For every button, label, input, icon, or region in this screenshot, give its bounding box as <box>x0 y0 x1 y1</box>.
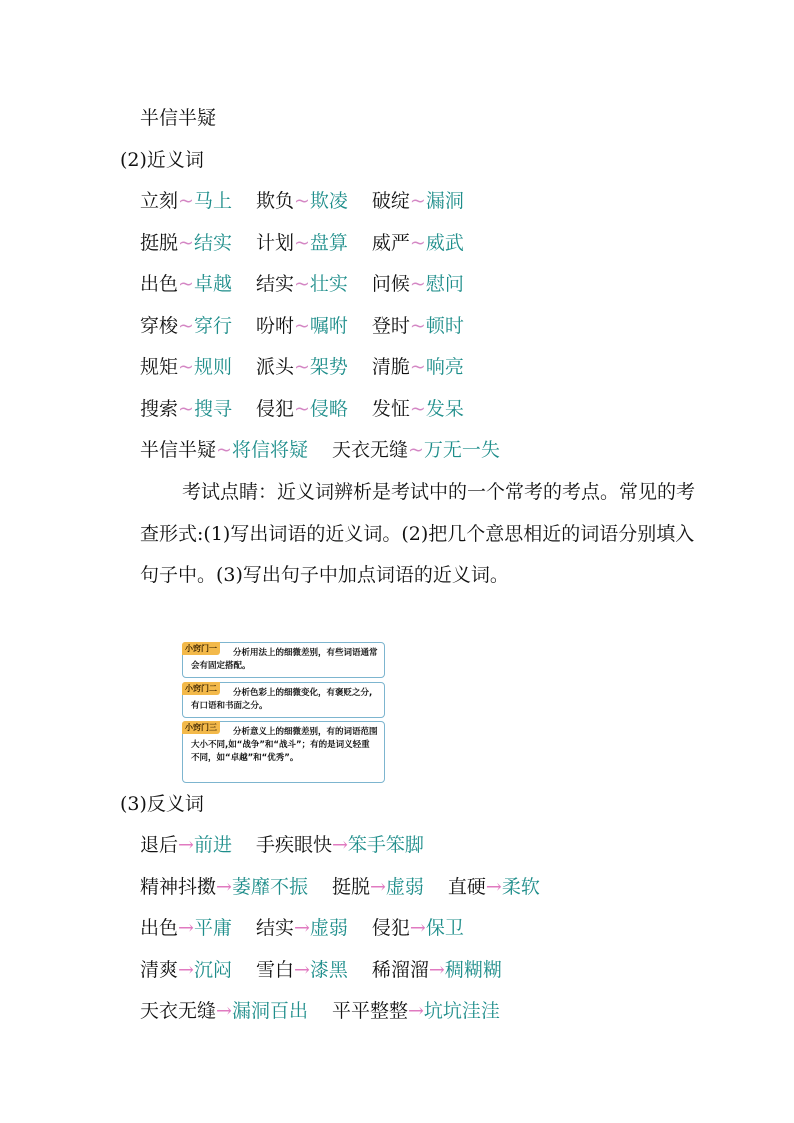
synonyms-row <box>140 397 464 421</box>
answer-word: 漏洞百出 <box>231 1000 308 1022</box>
antonyms-row <box>140 916 464 940</box>
tip-1 <box>182 642 385 678</box>
synonym-heading: (2)近义词 <box>120 149 204 171</box>
synonyms-row <box>140 314 464 338</box>
word: 威严 <box>371 231 410 254</box>
synonyms-row <box>140 272 464 296</box>
answer-word: 笨手笨脚 <box>347 834 424 856</box>
answer-word: 规则 <box>193 356 232 378</box>
antonym-heading: (3)反义词 <box>120 793 204 815</box>
antonyms-row <box>140 875 540 899</box>
word: 直硬 <box>447 875 486 898</box>
tilde-symbol: ~ <box>293 231 310 254</box>
synonyms-row <box>140 189 464 213</box>
word: 手疾眼快 <box>255 834 332 856</box>
arrow-symbol: → <box>178 958 194 981</box>
answer-word: 马上 <box>193 190 232 212</box>
word: 破绽 <box>371 190 410 212</box>
synonyms-row <box>140 355 464 379</box>
tilde-symbol: ~ <box>178 273 194 295</box>
antonyms-row <box>140 958 502 982</box>
arrow-symbol: → <box>369 875 386 898</box>
word: 规矩 <box>140 356 179 378</box>
tilde-symbol: ~ <box>293 356 310 378</box>
synonyms-row <box>140 438 500 462</box>
arrow-symbol: → <box>331 834 348 856</box>
word: 退后 <box>140 834 179 856</box>
arrow-symbol: → <box>428 958 445 981</box>
answer-word: 壮实 <box>309 273 348 295</box>
answer-word: 顿时 <box>425 314 464 337</box>
tilde-symbol: ~ <box>178 314 194 337</box>
tilde-symbol: ~ <box>409 356 426 378</box>
answer-word: 穿行 <box>193 314 232 337</box>
tilde-symbol: ~ <box>293 190 310 212</box>
word: 侵犯 <box>255 397 294 420</box>
tilde-symbol: ~ <box>293 273 310 295</box>
word: 侵犯 <box>371 917 410 939</box>
answer-word: 慰问 <box>425 273 464 295</box>
tip-text: 分析用法上的细微差别，有些词语通常会有固定搭配。 <box>191 648 378 671</box>
tip-text: 分析色彩上的细微变化，有褒贬之分,有口语和书面之分。 <box>191 688 373 711</box>
tilde-symbol: ~ <box>407 439 424 461</box>
answer-word: 威武 <box>425 231 464 254</box>
answer-word: 前进 <box>193 834 232 856</box>
answer-word: 漏洞 <box>425 190 464 212</box>
antonyms-row <box>140 999 500 1023</box>
word: 清脆 <box>371 356 410 378</box>
answer-word: 万无一失 <box>423 439 500 461</box>
word: 登时 <box>371 314 410 337</box>
answer-word: 结实 <box>193 231 232 254</box>
answer-word: 盘算 <box>309 231 348 254</box>
word: 精神抖擞 <box>140 875 217 898</box>
tilde-symbol: ~ <box>178 397 194 420</box>
tilde-symbol: ~ <box>293 397 310 420</box>
word: 平平整整 <box>331 1000 408 1022</box>
answer-word: 稠糊糊 <box>444 958 502 981</box>
arrow-symbol: → <box>178 917 194 939</box>
arrow-symbol: → <box>293 917 310 939</box>
word: 派头 <box>255 356 294 378</box>
tilde-symbol: ~ <box>409 190 426 212</box>
tilde-symbol: ~ <box>409 231 426 254</box>
tilde-symbol: ~ <box>178 231 194 254</box>
word: 清爽 <box>140 958 179 981</box>
answer-word: 搜寻 <box>193 397 232 420</box>
tilde-symbol: ~ <box>216 439 232 461</box>
word: 半信半疑 <box>140 439 217 461</box>
top-line: 半信半疑 <box>140 107 217 129</box>
answer-word: 保卫 <box>425 917 464 939</box>
tip-label: 小窍门一 <box>182 642 220 655</box>
word: 结实 <box>255 273 294 295</box>
synonyms-row <box>140 231 464 255</box>
word: 雪白 <box>255 958 294 981</box>
answer-word: 漆黑 <box>309 958 348 981</box>
arrow-symbol: → <box>216 1000 232 1022</box>
word: 立刻 <box>140 190 179 212</box>
arrow-symbol: → <box>178 834 194 856</box>
word: 吩咐 <box>255 314 294 337</box>
answer-word: 卓越 <box>193 273 232 295</box>
word: 穿梭 <box>140 314 179 337</box>
word: 计划 <box>255 231 294 254</box>
tip-text: 分析意义上的细微差别，有的词语范围大小不同,如“战争”和“战斗”；有的是词义轻重不同，如“卓越”和“优秀”。 <box>191 727 378 763</box>
word: 出色 <box>140 273 179 295</box>
tilde-symbol: ~ <box>409 273 426 295</box>
word: 天衣无缝 <box>331 439 408 461</box>
exam-point-paragraph: 考试点睛：近义词辨析是考试中的一个常考的考点。常见的考查形式:(1)写出词语的近义词。(2)把几个意思相近的词语分别填入句子中。(3)写出句子中加点词语的近义词。 <box>140 481 696 586</box>
tip-3 <box>182 721 385 783</box>
word: 搜索 <box>140 397 179 420</box>
answer-word: 将信将疑 <box>231 439 308 461</box>
tilde-symbol: ~ <box>409 397 426 420</box>
answer-word: 嘱咐 <box>309 314 348 337</box>
answer-word: 坑坑洼洼 <box>423 1000 500 1022</box>
tip-label: 小窍门二 <box>182 682 220 695</box>
antonyms-row <box>140 833 424 857</box>
answer-word: 发呆 <box>425 397 464 420</box>
answer-word: 侵略 <box>309 397 348 420</box>
answer-word: 响亮 <box>425 356 464 378</box>
tilde-symbol: ~ <box>178 190 194 212</box>
tilde-symbol: ~ <box>409 314 426 337</box>
tip-label: 小窍门三 <box>182 721 220 734</box>
arrow-symbol: → <box>293 958 310 981</box>
arrow-symbol: → <box>216 875 232 898</box>
word: 挺脱 <box>331 875 370 898</box>
arrow-symbol: → <box>409 917 426 939</box>
arrow-symbol: → <box>485 875 502 898</box>
answer-word: 柔软 <box>501 875 540 898</box>
answer-word: 欺凌 <box>309 190 348 212</box>
word: 欺负 <box>255 190 294 212</box>
tilde-symbol: ~ <box>178 356 194 378</box>
answer-word: 平庸 <box>193 917 232 939</box>
answer-word: 沉闷 <box>193 958 232 981</box>
word: 问候 <box>371 273 410 295</box>
arrow-symbol: → <box>407 1000 424 1022</box>
answer-word: 虚弱 <box>385 875 424 898</box>
tilde-symbol: ~ <box>293 314 310 337</box>
word: 天衣无缝 <box>140 1000 217 1022</box>
answer-word: 虚弱 <box>309 917 348 939</box>
word: 出色 <box>140 917 179 939</box>
tip-2 <box>182 682 385 718</box>
word: 稀溜溜 <box>371 958 429 981</box>
answer-word: 萎靡不振 <box>231 875 308 898</box>
word: 结实 <box>255 917 294 939</box>
word: 发怔 <box>371 397 410 420</box>
word: 挺脱 <box>140 231 179 254</box>
answer-word: 架势 <box>309 356 348 378</box>
